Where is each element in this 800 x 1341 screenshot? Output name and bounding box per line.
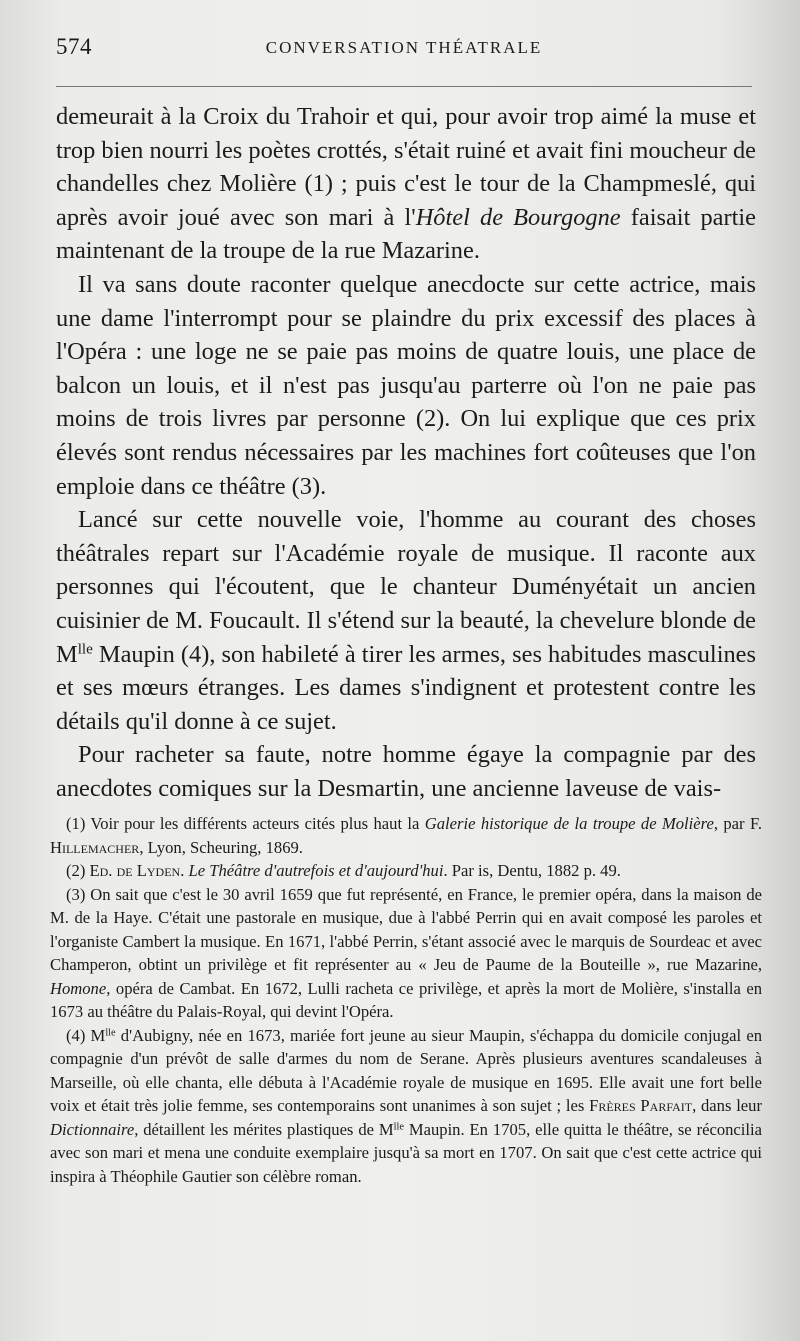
text-run: demeurait à la Croix du Trahoir et qui, pour avoir trop aimé la muse et trop bien nourri les poètes crottés, s'était ruiné et avait fini moucheur de chandelles chez Molière (1) ; puis c'est le tour de la Champmeslé, qui après avoir joué avec son mari à l' bbox=[56, 103, 756, 231]
paragraph-2: Il va sans doute raconter quelque anecdocte sur cette actrice, mais une dame l'interrompt pour se plaindre du prix excessif des places à l'Opéra : une loge ne se paie pas moins de quatre louis, une place de balcon un louis, et il n'est pas jusqu'au parterre où l'on ne paie pas moins de trois livres par personne (2). On lui explique que ces prix élevés sont rendus nécessaires par les machines fort coûteuses que l'on emploie dans ce théâtre (3). bbox=[56, 270, 756, 500]
text-run: , par F. bbox=[713, 814, 762, 833]
author-name: Hillemacher bbox=[50, 837, 140, 857]
superscript: lle bbox=[105, 1026, 116, 1038]
text-run: d'Aubigny, née en 1673, mariée fort jeune au sieur Maupin, s'échappa du domicile conjugal en compagnie d'un prévôt de salle d'armes du nom de Serane. Après plusieurs aventures scandaleuses à Marseille, où elle chanta, elle débuta à l'Académie royale de musique en 1695. Elle avait une fort belle voix et était très jolie femme, ses contemporains sont unanimes à son sujet ; les bbox=[50, 1025, 762, 1115]
running-title: CONVERSATION THÉATRALE bbox=[265, 38, 543, 57]
footnote-1 bbox=[50, 812, 762, 859]
paragraph-1 bbox=[56, 100, 756, 268]
page-number: 574 bbox=[56, 34, 92, 59]
text-run: . Par is, Dentu, 1882 p. 49. bbox=[443, 861, 621, 880]
author-name: Ed. de Lyden bbox=[89, 861, 181, 880]
italic-title: Galerie historique de la troupe de Molière bbox=[424, 814, 714, 833]
author-name: Frères Parfait bbox=[589, 1096, 693, 1115]
text-run: , Lyon, Scheuring, 1869. bbox=[139, 837, 303, 857]
footnote-3 bbox=[50, 883, 762, 1024]
italic-title: Le Théâtre d'autrefois et d'aujourd'hui bbox=[188, 861, 444, 880]
footnotes bbox=[50, 812, 762, 1188]
text-run: . bbox=[180, 861, 189, 880]
footnote-2 bbox=[50, 859, 762, 883]
text-run: faisait partie maintenant de la troupe de la rue Mazarine. bbox=[56, 203, 757, 265]
text-run: , dans leur bbox=[692, 1096, 762, 1115]
page-header bbox=[56, 34, 752, 66]
main-text bbox=[56, 100, 756, 805]
italic-title: Homone, bbox=[50, 978, 111, 998]
text-run: Maupin. En 1705, elle quitta le théâtre, se réconcilia avec son mari et mena une conduite exemplaire jusqu'à sa mort en 1707. On sait que c'est cette actrice qui inspira à Théophile Gautier son célèbre roman. bbox=[50, 1119, 762, 1186]
text-run: Lancé sur cette nouvelle voie, l'homme au courant des choses théâtrales repart sur l'Académie royale de musique. Il raconte aux personnes qui l'écoutent, que le chanteur Duményétait un ancien cuisinier de M. Foucault. Il s'étend sur la beauté, la chevelure blonde de M bbox=[56, 506, 756, 668]
italic-title: Hôtel de Bourgogne bbox=[415, 203, 621, 231]
text-run: (3) On sait que c'est le 30 avril 1659 que fut représenté, en France, le premier opéra, dans la maison de M. de la Haye. C'était une pastorale en musique, due à l'abbé Perrin qui en avait composé les paroles et l'organiste Cambert la musique. En 1671, l'abbé Perrin, s'étant associé avec le marquis de Sourdeac et avec Champeron, obtint un privilège et fit représenter au « Jeu de Paume de la Bouteille », rue Mazarine, bbox=[50, 884, 762, 974]
paragraph-4: Pour racheter sa faute, notre homme égaye la compagnie par des anecdotes comiques sur la Desmartin, une ancienne laveuse de vais- bbox=[56, 741, 756, 802]
text-run: opéra de Cambat. En 1672, Lulli racheta ce privilège, et après la mort de Molière, s'installa en 1673 au théâtre du Palais-Royal, qui devint l'Opéra. bbox=[50, 978, 762, 1021]
superscript: lle bbox=[393, 1120, 404, 1132]
text-run: , détaillent les mérites plastiques de M bbox=[134, 1119, 394, 1139]
header-rule bbox=[56, 86, 752, 87]
text-run: Maupin (4), son habileté à tirer les armes, ses habitudes masculines et ses mœurs étranges. Les dames s'indignent et protestent contre les détails qu'il donne à ce sujet. bbox=[56, 640, 756, 735]
italic-title: Dictionnaire bbox=[50, 1119, 135, 1139]
text-run: (2) bbox=[66, 861, 90, 880]
footnote-4 bbox=[50, 1024, 762, 1189]
paragraph-3 bbox=[56, 503, 756, 738]
text-run: (1) Voir pour les différents acteurs cités plus haut la bbox=[66, 814, 425, 833]
text-run: (4) M bbox=[66, 1025, 106, 1045]
superscript: lle bbox=[77, 641, 93, 658]
